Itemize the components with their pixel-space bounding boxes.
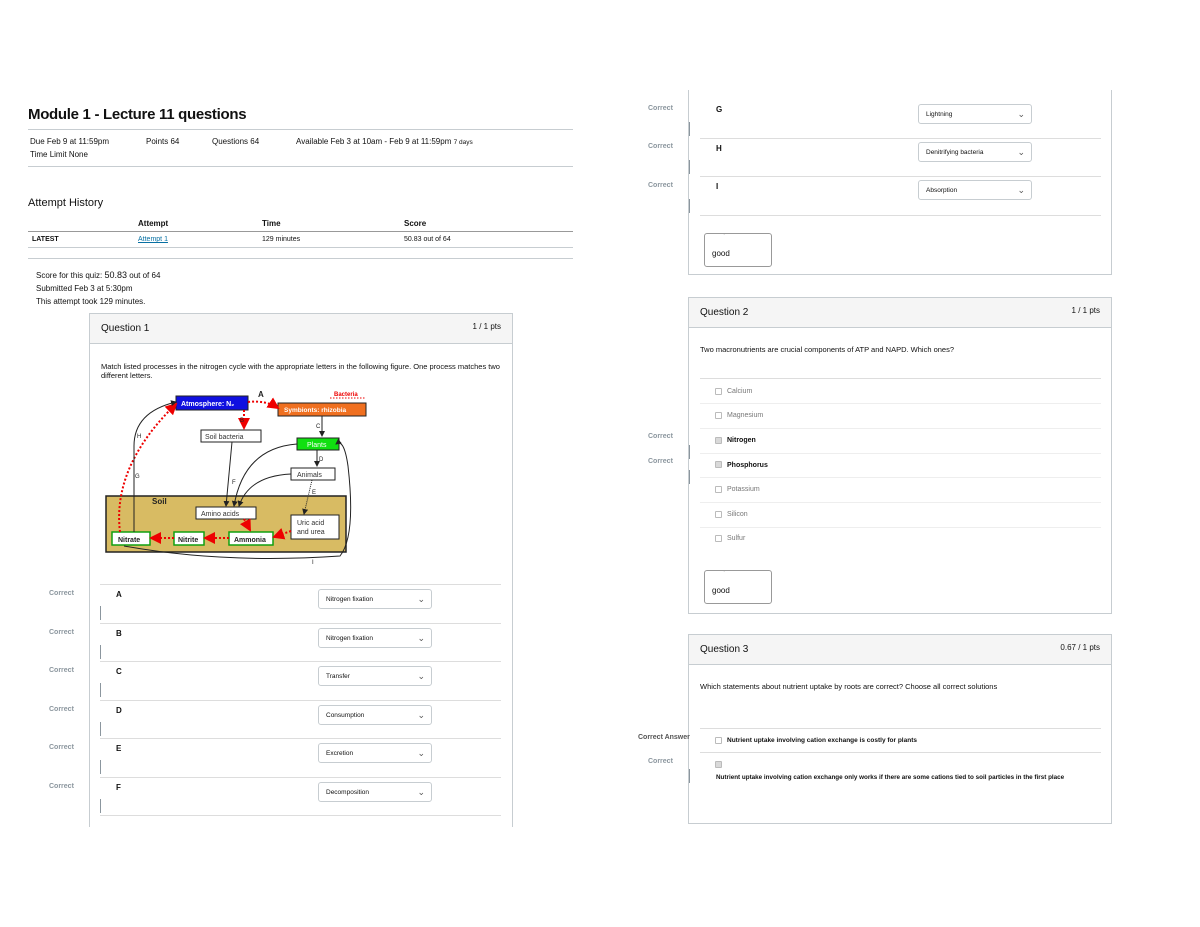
option-label: Nitrogen bbox=[727, 437, 756, 444]
option-checkbox[interactable] bbox=[715, 461, 722, 468]
urea-label: and urea bbox=[297, 529, 325, 536]
option-label: Phosphorus bbox=[727, 462, 768, 469]
answer-select-e[interactable]: Excretion ⌄ bbox=[318, 743, 432, 763]
answer-letter: A bbox=[116, 590, 122, 599]
uric-acid-label: Uric acid bbox=[297, 520, 325, 527]
chevron-down-icon: ⌄ bbox=[417, 594, 425, 604]
option-checkbox[interactable] bbox=[715, 761, 722, 768]
question-points: 1 / 1 pts bbox=[472, 322, 501, 331]
symbionts-label: Symbionts: rhizobia bbox=[284, 407, 347, 414]
answer-select-h[interactable]: Denitrifying bacteria ⌄ bbox=[918, 142, 1032, 162]
availability bbox=[296, 137, 473, 146]
row-divider bbox=[700, 378, 1101, 379]
animals-label: Animals bbox=[297, 472, 322, 479]
option-checkbox[interactable] bbox=[715, 437, 722, 444]
answer-status: Correct bbox=[648, 143, 673, 150]
option-label: Silicon bbox=[727, 511, 748, 518]
option-label: Magnesium bbox=[727, 412, 764, 419]
answer-letter: C bbox=[116, 667, 122, 676]
atmosphere-label: Atmosphere: N₂ bbox=[181, 401, 235, 408]
row-divider bbox=[100, 777, 501, 778]
row-divider bbox=[700, 215, 1101, 216]
letter-b: B bbox=[240, 418, 245, 424]
answer-letter: I bbox=[716, 182, 719, 191]
question-title: Question 2 bbox=[700, 307, 749, 318]
option-checkbox[interactable] bbox=[715, 535, 722, 542]
chevron-down-icon: ⌄ bbox=[1017, 185, 1025, 195]
letter-c: C bbox=[316, 424, 321, 430]
answer-status: Correct bbox=[648, 433, 673, 440]
soil-bacteria-label: Soil bacteria bbox=[205, 434, 244, 441]
nitrite-label: Nitrite bbox=[178, 537, 199, 544]
question-prompt: Match listed processes in the nitrogen cycle with the appropriate letters in the following figure. One process matches two different letters. bbox=[101, 362, 500, 380]
comment-pointer: · bbox=[723, 231, 726, 238]
row-divider bbox=[700, 502, 1101, 503]
option-label: Sulfur bbox=[727, 535, 746, 542]
attempt-time: 129 minutes bbox=[262, 236, 301, 243]
row-divider bbox=[700, 453, 1101, 454]
option-checkbox[interactable] bbox=[715, 511, 722, 518]
row-marker bbox=[689, 470, 690, 484]
option-label: Calcium bbox=[727, 388, 753, 395]
answer-status: Correct bbox=[49, 706, 74, 713]
column-header-attempt: Attempt bbox=[138, 219, 169, 228]
option-label: Potassium bbox=[727, 486, 760, 493]
answer-select-c[interactable]: Transfer ⌄ bbox=[318, 666, 432, 686]
row-divider bbox=[700, 428, 1101, 429]
questions-count: Questions 64 bbox=[212, 137, 260, 146]
question-header bbox=[90, 314, 512, 344]
answer-letter: F bbox=[116, 783, 121, 792]
comment-pointer: · bbox=[723, 568, 726, 575]
answer-status: Correct bbox=[648, 182, 673, 189]
availability-days: 7 days bbox=[453, 139, 473, 146]
question-points: 0.67 / 1 pts bbox=[1060, 643, 1100, 652]
page-title: Module 1 - Lecture 11 questions bbox=[28, 106, 247, 123]
answer-select-g[interactable]: Lightning ⌄ bbox=[918, 104, 1032, 124]
row-marker bbox=[689, 122, 690, 136]
answer-select-b[interactable]: Nitrogen fixation ⌄ bbox=[318, 628, 432, 648]
question-title: Question 3 bbox=[700, 644, 749, 655]
table-divider bbox=[28, 231, 573, 232]
answer-letter: E bbox=[116, 744, 122, 753]
row-marker bbox=[100, 760, 101, 774]
attempt-link[interactable]: Attempt 1 bbox=[138, 236, 168, 243]
option-checkbox[interactable] bbox=[715, 737, 722, 744]
question-2 bbox=[688, 297, 1112, 614]
row-marker bbox=[689, 769, 690, 783]
row-marker bbox=[689, 445, 690, 459]
letter-f: F bbox=[232, 480, 236, 486]
answer-status: Correct bbox=[49, 667, 74, 674]
chevron-down-icon: ⌄ bbox=[417, 671, 425, 681]
question-header bbox=[689, 298, 1111, 328]
arrow-a bbox=[248, 402, 278, 408]
answer-status: Correct bbox=[648, 458, 673, 465]
table-divider bbox=[28, 247, 573, 248]
row-marker bbox=[100, 722, 101, 736]
question-1 bbox=[89, 313, 513, 827]
answer-status: Correct bbox=[49, 629, 74, 636]
row-divider bbox=[100, 584, 501, 585]
chevron-down-icon: ⌄ bbox=[417, 710, 425, 720]
row-divider bbox=[700, 403, 1101, 404]
nitrate-label: Nitrate bbox=[118, 537, 141, 544]
letter-h: H bbox=[137, 434, 142, 440]
letter-i: I bbox=[312, 560, 314, 566]
row-divider bbox=[100, 623, 501, 624]
divider bbox=[28, 166, 573, 167]
row-divider bbox=[700, 728, 1101, 729]
quiz-score: Score for this quiz: 50.83 out of 64 bbox=[36, 270, 161, 280]
answer-status: Correct Answer bbox=[638, 734, 690, 741]
answer-status: Correct bbox=[49, 590, 74, 597]
question-prompt: Two macronutrients are crucial components of ATP and NAPD. Which ones? bbox=[700, 345, 955, 354]
option-label: Nutrient uptake involving cation exchange is costly for plants bbox=[727, 737, 917, 744]
row-divider bbox=[100, 815, 501, 816]
question-header bbox=[689, 635, 1111, 665]
amino-acids-label: Amino acids bbox=[201, 511, 240, 518]
answer-select-d[interactable]: Consumption ⌄ bbox=[318, 705, 432, 725]
column-header-score: Score bbox=[404, 219, 427, 228]
option-checkbox[interactable] bbox=[715, 412, 722, 419]
answer-letter: G bbox=[716, 105, 723, 114]
chevron-down-icon: ⌄ bbox=[417, 633, 425, 643]
letter-a: A bbox=[258, 390, 264, 399]
column-header-time: Time bbox=[262, 219, 281, 228]
letter-g: G bbox=[135, 474, 140, 480]
row-marker bbox=[100, 683, 101, 697]
row-marker bbox=[100, 606, 101, 620]
points-total: Points 64 bbox=[146, 137, 180, 146]
ammonia-label: Ammonia bbox=[234, 537, 266, 544]
row-divider bbox=[700, 477, 1101, 478]
row-divider bbox=[700, 176, 1101, 177]
latest-tag: LATEST bbox=[32, 236, 59, 243]
row-divider bbox=[700, 138, 1101, 139]
chevron-down-icon: ⌄ bbox=[417, 748, 425, 758]
due-date: Due Feb 9 at 11:59pm bbox=[30, 137, 110, 146]
row-marker bbox=[689, 160, 690, 174]
chevron-down-icon: ⌄ bbox=[1017, 109, 1025, 119]
option-checkbox[interactable] bbox=[715, 486, 722, 493]
row-divider bbox=[100, 738, 501, 739]
answer-status: Correct bbox=[49, 744, 74, 751]
question-prompt: Which statements about nutrient uptake by roots are correct? Choose all correct solutions bbox=[700, 682, 998, 691]
availability-range: Available Feb 3 at 10am - Feb 9 at 11:59pm bbox=[296, 137, 452, 146]
answer-status: Correct bbox=[49, 783, 74, 790]
answer-status: Correct bbox=[648, 105, 673, 112]
nitrogen-cycle-diagram bbox=[104, 386, 358, 570]
answer-letter: D bbox=[116, 706, 122, 715]
letter-d: D bbox=[319, 457, 324, 463]
option-label: Nutrient uptake involving cation exchange only works if there are some cations tied to soil particles in the first place bbox=[716, 774, 1065, 781]
row-divider bbox=[700, 752, 1101, 753]
letter-e: E bbox=[312, 490, 317, 496]
question-title: Question 1 bbox=[101, 323, 150, 334]
question-points: 1 / 1 pts bbox=[1071, 306, 1100, 315]
chevron-down-icon: ⌄ bbox=[1017, 147, 1025, 157]
row-divider bbox=[700, 527, 1101, 528]
grader-comment: · good bbox=[704, 233, 772, 267]
grader-comment: · good bbox=[704, 570, 772, 604]
row-divider bbox=[100, 661, 501, 662]
answer-letter: H bbox=[716, 144, 722, 153]
divider bbox=[28, 258, 573, 259]
chevron-down-icon: ⌄ bbox=[417, 787, 425, 797]
divider bbox=[28, 129, 573, 130]
row-divider bbox=[100, 700, 501, 701]
row-marker bbox=[100, 645, 101, 659]
row-marker bbox=[100, 799, 101, 813]
soil-label: Soil bbox=[152, 497, 167, 506]
bacteria-label: Bacteria bbox=[334, 392, 358, 398]
attempt-duration: This attempt took 129 minutes. bbox=[36, 297, 146, 306]
row-marker bbox=[689, 199, 690, 213]
answer-select-a[interactable]: Nitrogen fixation ⌄ bbox=[318, 589, 432, 609]
submitted-time: Submitted Feb 3 at 5:30pm bbox=[36, 284, 133, 293]
attempt-score: 50.83 out of 64 bbox=[404, 236, 451, 243]
attempt-history-heading: Attempt History bbox=[28, 197, 104, 209]
time-limit: Time Limit None bbox=[30, 150, 88, 159]
option-checkbox[interactable] bbox=[715, 388, 722, 395]
answer-select-i[interactable]: Absorption ⌄ bbox=[918, 180, 1032, 200]
answer-letter: B bbox=[116, 629, 122, 638]
question-3 bbox=[688, 634, 1112, 824]
answer-select-f[interactable]: Decomposition ⌄ bbox=[318, 782, 432, 802]
plants-label: Plants bbox=[307, 442, 327, 449]
answer-status: Correct bbox=[648, 758, 673, 765]
